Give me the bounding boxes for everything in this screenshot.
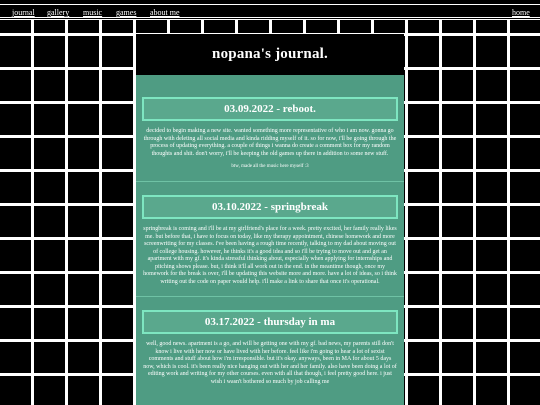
post-title: 03.09.2022 - reboot. <box>224 103 316 115</box>
nav-link-games[interactable]: games <box>116 8 137 17</box>
nav-link-gallery[interactable]: gallery <box>47 8 70 17</box>
post-body: well, good news. apartment is a go, and will be getting one with my gf. bad news, my parents still don't know i live with her now or have lived with her before. feel like i'm going to hear a lot of sexist comments and stuff about how i'm irresponsible. but it's okay. anyways, been in MA for about 5 days now, which is cool. it's been really nice hanging out with her and her family. also have been doing a lot of editing work and writing for my other courses. even with all that though, i feel pretty good here. i just wish i wasn't bothered so much by job calling me <box>143 341 397 385</box>
nav-link-music[interactable]: music <box>83 8 103 17</box>
site-banner <box>136 34 404 75</box>
journal-post <box>136 195 404 286</box>
site-title: nopana's journal. <box>212 46 328 62</box>
post-body: springbreak is coming and i'll be at my girlfriend's place for a week. pretty excited, her family really likes me. but before that, i have to focus on today, like my therapy appointment, chinese homework and more screenwriting for my classes. i've been having a rough time recently, talking to my dad about moving out of college housing. however, he thinks it's a good idea and so i'll be trying to move out and get an apartment with my gf. it's kinda stressful thinking about, especially when applying for internships and pitching shows please. but, i think it'll all work out in the end. in the meantime though, once my homework for the break is over, i'll be updating this website more and more. have a lot of ideas, so i think writing out the code on paper would help. i'll make a link to share that once it's operational. <box>143 226 397 285</box>
nav-link-about-me[interactable]: about me <box>150 8 180 17</box>
post-title-box <box>142 195 398 219</box>
journal-post <box>136 310 404 386</box>
top-nav <box>0 0 540 20</box>
post-title-box <box>142 310 398 334</box>
post-title: 03.17.2022 - thursday in ma <box>204 316 336 328</box>
post-title: 03.10.2022 - springbreak <box>212 201 328 213</box>
post-title-box <box>142 97 398 121</box>
nav-link-home[interactable]: home <box>512 8 530 17</box>
post-note: btw, made all the music here myself :3 <box>231 164 309 169</box>
journal-column <box>136 34 404 405</box>
post-body: decided to begin making a new site. wanted something more representative of who i am now. gonna go through with deleting all social media and kinda ridding myself of it. so for now, i'll be going through the process of updating everything. a couple of things i wanna do create a comment box for my random thoughts and shit. don't worry, i'll be keeping the old games up there in addition to some new stuff. <box>143 128 397 157</box>
journal-post <box>136 97 404 169</box>
nav-link-journal[interactable]: journal <box>12 8 35 17</box>
